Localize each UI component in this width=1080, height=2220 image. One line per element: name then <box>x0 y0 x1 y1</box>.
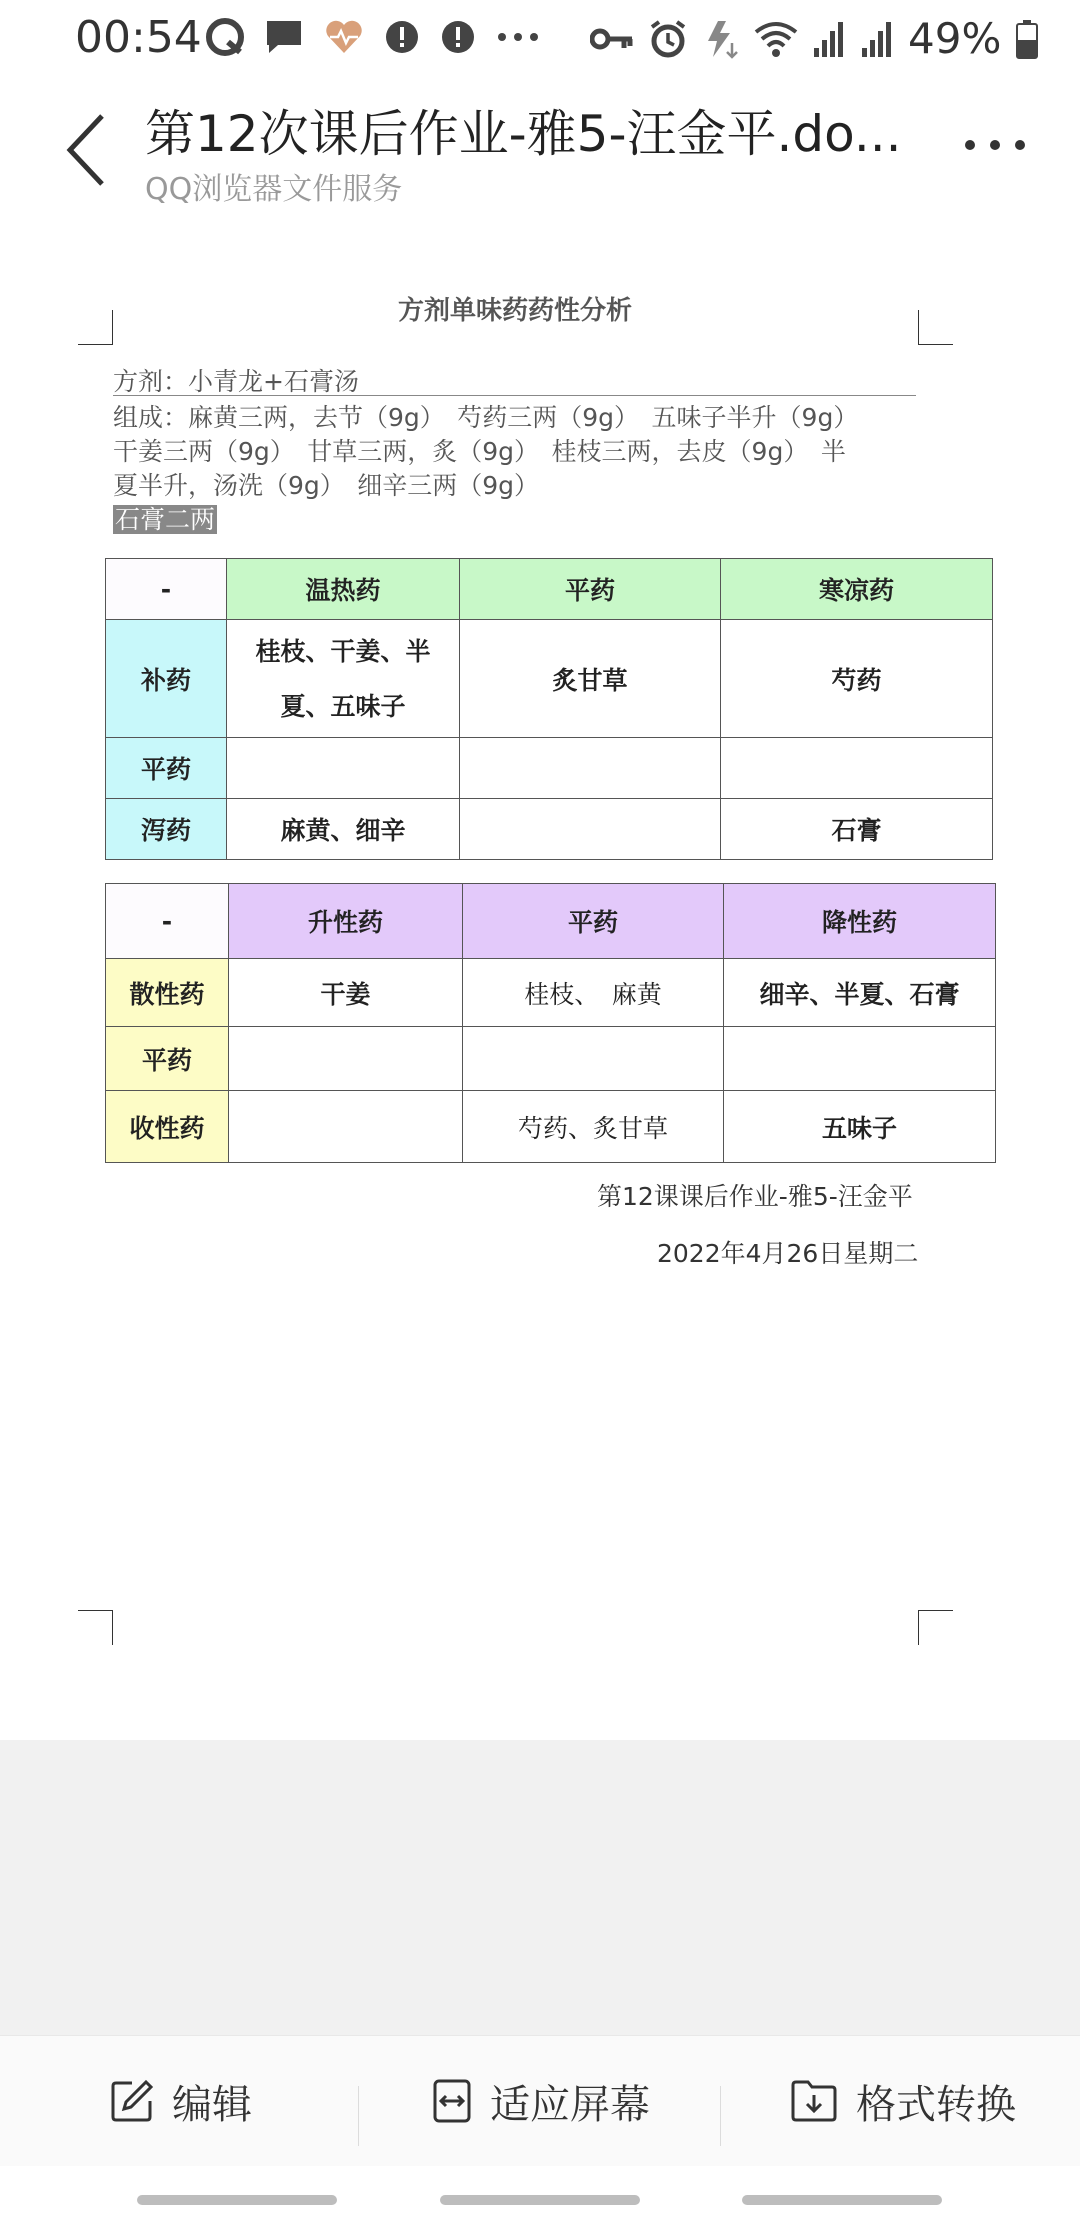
table1-row-label: 补药 <box>106 620 227 738</box>
document-title: 第12次课后作业-雅5-汪金平.do... <box>145 105 902 163</box>
nav-recent-handle[interactable] <box>137 2195 337 2205</box>
table2-header-rising: 升性药 <box>229 884 463 959</box>
table2-cell: 干姜 <box>229 959 463 1027</box>
table1-header-warm: 温热药 <box>227 559 460 620</box>
table1-header-cold: 寒凉药 <box>721 559 993 620</box>
table2-row-label: 平药 <box>106 1027 229 1091</box>
data-saver-icon <box>702 19 740 59</box>
alarm-icon <box>648 19 688 59</box>
page-corner-bottom-right <box>918 1610 953 1645</box>
back-arrow-icon[interactable] <box>60 110 120 190</box>
status-bar <box>0 0 1080 72</box>
table1-cell: 炙甘草 <box>460 620 721 738</box>
doc-line-formula: 方剂：小青龙+石膏汤 <box>113 367 359 396</box>
table2-cell <box>724 1027 996 1091</box>
wifi-icon <box>754 20 798 58</box>
table2-cell: 桂枝、 麻黄 <box>463 959 724 1027</box>
page-corner-bottom-left <box>78 1610 113 1645</box>
message-icon <box>264 18 304 56</box>
edit-icon <box>110 2079 154 2123</box>
app-bar <box>0 80 1080 217</box>
table2-cell: 五味子 <box>724 1091 996 1163</box>
table1-cell: 石膏 <box>721 799 993 860</box>
table1-cell <box>227 738 460 799</box>
edit-label: 编辑 <box>172 2081 252 2128</box>
doc-line-composition: 组成：麻黄三两，去节（9g） 芍药三两（9g） 五味子半升（9g） <box>113 403 859 432</box>
toolbar-separator <box>720 2086 721 2146</box>
status-time: 00:54 <box>75 12 202 63</box>
nav-back-handle[interactable] <box>742 2195 942 2205</box>
table2-cell: 芍药、炙甘草 <box>463 1091 724 1163</box>
alert-icon-2 <box>440 19 476 55</box>
table2-cell: 细辛、半夏、石膏 <box>724 959 996 1027</box>
preview-background <box>0 1740 1080 2035</box>
direction-table <box>105 883 996 1163</box>
more-notifications-icon <box>496 31 540 43</box>
nature-table <box>105 558 993 860</box>
fit-screen-label: 适应屏幕 <box>490 2081 650 2128</box>
table1-cell: 桂枝、干姜、半夏、五味子 <box>227 620 460 738</box>
qq-icon <box>206 18 244 56</box>
table2-corner: - <box>106 884 229 959</box>
bottom-toolbar <box>0 2035 1080 2166</box>
doc-line-composition-3: 夏半升，汤洗（9g） 细辛三两（9g） <box>113 471 540 500</box>
table2-cell <box>463 1027 724 1091</box>
edit-button[interactable] <box>110 2066 252 2136</box>
format-convert-label: 格式转换 <box>856 2081 1016 2128</box>
battery-percent: 49% <box>908 14 1002 63</box>
table1-cell <box>460 799 721 860</box>
more-options-icon[interactable] <box>960 135 1030 155</box>
fit-screen-icon <box>432 2078 472 2124</box>
table1-row-label: 平药 <box>106 738 227 799</box>
vpn-key-icon <box>590 24 634 54</box>
footer-name: 第12课课后作业-雅5-汪金平 <box>597 1182 913 1211</box>
doc-line-composition-4 <box>113 500 217 536</box>
nav-home-handle[interactable] <box>440 2195 640 2205</box>
table2-header-descending: 降性药 <box>724 884 996 959</box>
table1-cell <box>721 738 993 799</box>
document-source: QQ浏览器文件服务 <box>145 172 403 207</box>
table2-row-label: 散性药 <box>106 959 229 1027</box>
toolbar-separator <box>358 2086 359 2146</box>
alert-icon <box>384 19 420 55</box>
table2-cell <box>229 1091 463 1163</box>
table1-cell: 芍药 <box>721 620 993 738</box>
table2-cell <box>229 1027 463 1091</box>
doc-line-composition-2: 干姜三两（9g） 甘草三两，炙（9g） 桂枝三两，去皮（9g） 半 <box>113 437 846 466</box>
highlighted-text: 石膏二两 <box>115 505 216 534</box>
table1-corner: - <box>106 559 227 620</box>
table2-header-neutral: 平药 <box>463 884 724 959</box>
table1-cell: 麻黄、细辛 <box>227 799 460 860</box>
folder-convert-icon <box>790 2079 838 2123</box>
table1-cell <box>460 738 721 799</box>
fit-screen-button[interactable] <box>432 2066 650 2136</box>
doc-heading: 方剂单味药药性分析 <box>397 296 632 326</box>
table1-header-neutral: 平药 <box>460 559 721 620</box>
health-heart-icon <box>324 19 364 55</box>
battery-icon <box>1015 19 1039 59</box>
signal-icon-1 <box>812 20 846 58</box>
format-convert-button[interactable] <box>790 2066 1016 2136</box>
signal-icon-2 <box>860 20 894 58</box>
footer-date: 2022年4月26日星期二 <box>657 1239 919 1268</box>
table1-row-label: 泻药 <box>106 799 227 860</box>
table2-row-label: 收性药 <box>106 1091 229 1163</box>
doc-divider <box>113 395 916 396</box>
